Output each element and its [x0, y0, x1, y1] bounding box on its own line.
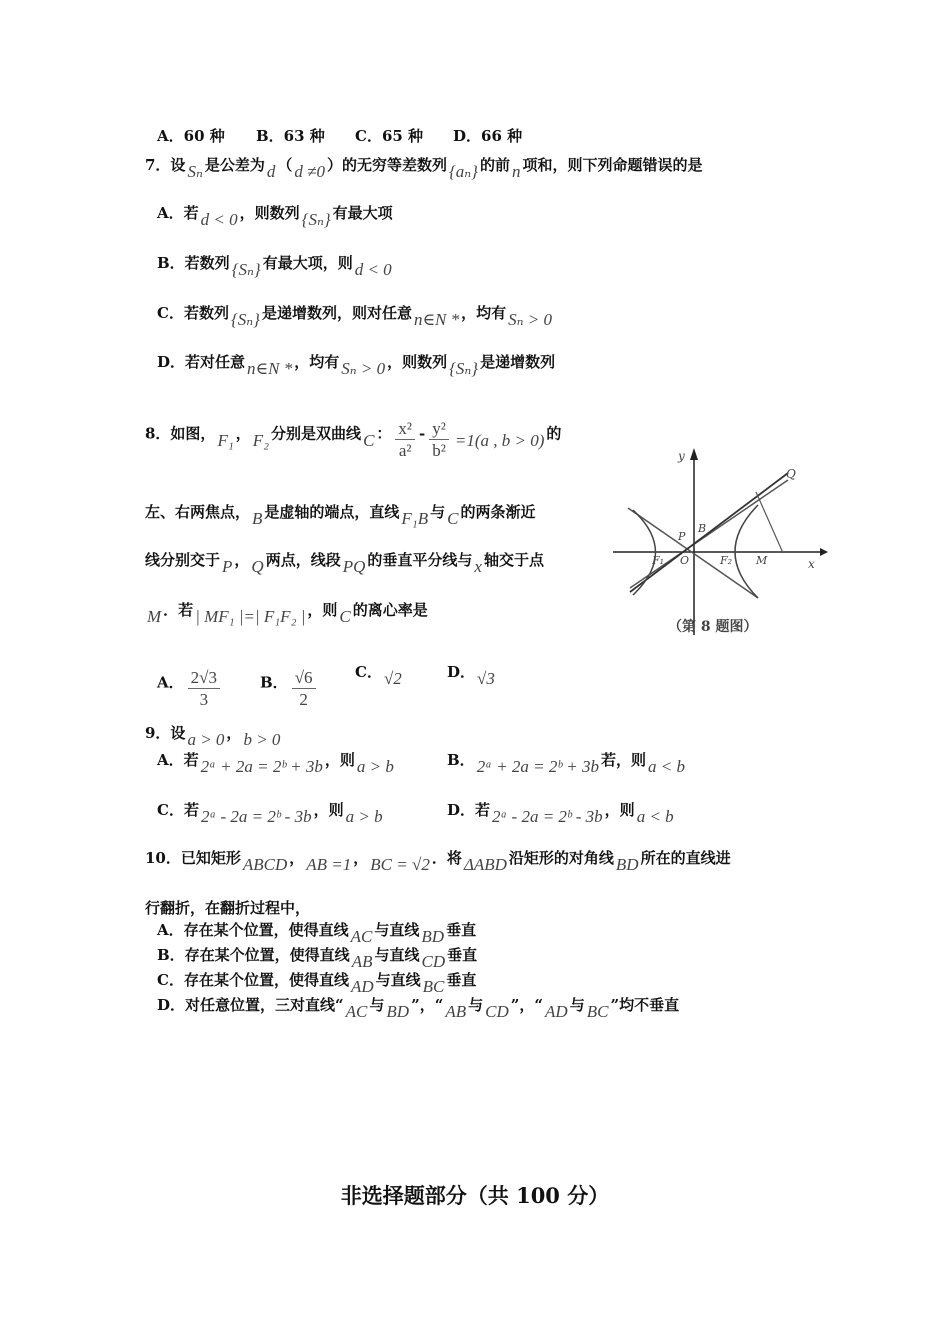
math-expression: a < b — [647, 757, 685, 776]
label-y: y — [678, 449, 685, 463]
text-segment: ）的无穷等差数列 — [326, 156, 447, 174]
text-line — [157, 995, 680, 1021]
label-x: x — [808, 557, 815, 571]
text-line — [256, 126, 325, 146]
text-segment: - — [419, 424, 426, 443]
math-fraction — [188, 668, 220, 711]
text-line — [355, 662, 404, 688]
hyperbola-figure — [608, 440, 828, 640]
text-segment: ， — [234, 551, 250, 569]
text-segment: 是公差为 — [204, 156, 265, 174]
math-fraction — [429, 419, 449, 462]
text-line — [157, 920, 477, 946]
text-segment: 的离心率是 — [352, 601, 428, 619]
text-segment: 两点，线段 — [265, 551, 341, 569]
denominator: 2 — [299, 690, 308, 709]
numerator: √6 — [292, 668, 316, 689]
math-expression: F₁B — [401, 509, 429, 528]
math-expression: √3 — [477, 669, 495, 688]
text-segment: 的前 — [479, 156, 510, 174]
math-expression: CD — [421, 952, 446, 971]
text-segment: 10．已知矩形 — [145, 849, 241, 867]
math-expression: a > 0 — [187, 730, 225, 749]
text-segment: （ — [277, 156, 293, 174]
math-expression: d < 0 — [200, 210, 238, 229]
label-B: B — [698, 522, 707, 535]
text-segment: C．若数列 — [157, 304, 229, 322]
text-line — [447, 662, 497, 688]
text-line — [157, 662, 224, 709]
text-segment: ．若 — [163, 601, 194, 619]
text-line — [157, 303, 554, 329]
text-segment: D．66 种 — [453, 127, 523, 145]
text-segment: 线分别交于 — [145, 551, 221, 569]
text-line — [145, 550, 544, 576]
math-expression: P — [222, 557, 233, 576]
text-line — [157, 945, 478, 971]
label-P: P — [678, 530, 686, 543]
label-O: O — [680, 554, 690, 567]
math-expression: √2 — [383, 669, 402, 688]
text-line — [355, 126, 423, 146]
text-segment: C．存在某个位置，使得直线 — [157, 971, 349, 989]
math-expression: BD — [386, 1002, 410, 1021]
text-segment: 与直线 — [374, 921, 420, 939]
text-segment: A．若 — [157, 751, 199, 769]
text-segment: 垂直 — [447, 946, 478, 964]
perpendicular-bisector — [756, 492, 783, 553]
text-segment: 与 — [468, 996, 484, 1014]
text-line — [157, 800, 385, 826]
text-segment: ，则 — [604, 801, 635, 819]
text-segment: B． — [447, 751, 475, 769]
text-line — [447, 800, 676, 826]
math-expression: C — [363, 430, 375, 450]
text-segment: ”，“ — [510, 996, 544, 1014]
math-expression: Sₙ > 0 — [341, 359, 386, 378]
text-segment: 与 — [569, 996, 585, 1014]
label-F1: F₁ — [652, 554, 665, 567]
text-segment: ，则 — [307, 601, 338, 619]
text-segment: 与 — [430, 503, 446, 521]
math-expression: n∈N * — [247, 359, 293, 378]
math-expression: C — [447, 509, 459, 528]
math-expression: x — [474, 557, 482, 576]
text-segment: 是虚轴的端点，直线 — [264, 503, 400, 521]
text-line — [157, 352, 556, 378]
text-segment: 项和，则下列命题错误的是 — [522, 156, 703, 174]
math-expression: AD — [545, 1002, 568, 1021]
text-line — [145, 898, 310, 918]
text-segment: C．65 种 — [355, 127, 424, 145]
math-expression: AD — [350, 977, 374, 996]
denominator: b² — [432, 441, 446, 460]
text-segment: ，则数列 — [387, 353, 448, 371]
math-expression: b > 0 — [243, 730, 281, 749]
y-axis-arrow-icon — [690, 448, 698, 460]
text-line — [145, 502, 536, 528]
math-expression: BD — [615, 855, 639, 874]
math-expression: ΔABD — [463, 855, 507, 874]
text-line — [145, 848, 731, 874]
math-expression: Sₙ > 0 — [508, 310, 553, 329]
denominator: 3 — [199, 690, 209, 709]
math-expression: a > b — [356, 757, 394, 776]
text-segment: B．63 种 — [256, 127, 325, 145]
text-segment: A．60 种 — [157, 127, 225, 145]
math-fraction — [292, 668, 316, 711]
text-segment: 左、右两焦点， — [145, 503, 251, 521]
math-expression: C — [339, 607, 351, 626]
text-segment: ，则 — [324, 751, 355, 769]
text-line — [453, 126, 522, 146]
label-Q: Q — [786, 467, 796, 481]
text-segment: ，则数列 — [239, 204, 300, 222]
text-segment: 分别是双曲线 — [271, 424, 362, 443]
text-segment: 所在的直线进 — [640, 849, 731, 867]
text-line — [157, 970, 477, 996]
math-expression: d — [266, 162, 276, 181]
math-expression: AB =1 — [306, 855, 352, 874]
text-segment: 是递增数列 — [480, 353, 556, 371]
math-expression: ABCD — [242, 855, 288, 874]
math-expression: {Sₙ} — [231, 260, 261, 279]
numerator: 2√3 — [188, 668, 220, 689]
text-segment: 的两条渐近 — [460, 503, 536, 521]
math-expression: AC — [345, 1002, 368, 1021]
math-expression: a < b — [636, 807, 674, 826]
math-expression: d ≠0 — [294, 162, 325, 181]
label-F2: F₂ — [720, 554, 733, 567]
math-expression: {Sₙ} — [301, 210, 331, 229]
text-segment: 行翻折，在翻折过程中， — [145, 899, 311, 917]
text-segment: ，则 — [313, 801, 344, 819]
text-line — [157, 126, 225, 146]
math-expression: 2ᵃ - 2a = 2ᵇ - 3b — [200, 807, 312, 826]
text-segment: 的 — [546, 424, 562, 443]
text-segment: C．若 — [157, 801, 199, 819]
text-segment: ”，“ — [411, 996, 444, 1014]
math-expression: B — [252, 509, 263, 528]
numerator: y² — [429, 419, 449, 440]
text-segment: A．存在某个位置，使得直线 — [157, 921, 349, 939]
math-expression: {aₙ} — [448, 162, 478, 181]
text-line — [260, 662, 320, 709]
text-segment: ，均有 — [294, 353, 340, 371]
math-expression: AB — [445, 1002, 467, 1021]
math-expression: BC — [422, 977, 445, 996]
text-segment: ”均不垂直 — [610, 996, 680, 1014]
text-line — [145, 723, 282, 749]
math-expression: Sₙ — [187, 162, 203, 181]
text-segment: 与直线 — [374, 946, 420, 964]
text-segment: D．若对任意 — [157, 353, 246, 371]
denominator: a² — [398, 441, 412, 460]
text-segment: 有最大项，则 — [262, 254, 353, 272]
text-segment: ， — [235, 424, 251, 443]
text-segment: 9．设 — [145, 724, 186, 742]
math-expression: BD — [421, 927, 445, 946]
math-expression: 2ᵃ + 2a = 2ᵇ + 3b — [200, 757, 323, 776]
label-M: M — [756, 554, 768, 567]
text-segment: ，均有 — [461, 304, 507, 322]
math-expression: | MF₁ |=| F₁F₂ | — [195, 607, 306, 626]
asymptote-1 — [628, 508, 758, 598]
text-line — [157, 253, 394, 279]
text-segment: 沿矩形的对角线 — [508, 849, 614, 867]
text-segment: 垂直 — [446, 921, 477, 939]
asymptote-2 — [630, 480, 788, 588]
text-segment: 与直线 — [375, 971, 421, 989]
text-segment: D． — [447, 663, 476, 681]
figure-caption: （第 8 题图） — [668, 619, 758, 635]
math-expression: d < 0 — [354, 260, 392, 279]
math-expression: n∈N * — [413, 310, 460, 329]
numerator: x² — [395, 419, 415, 440]
text-segment: ， — [353, 849, 369, 867]
text-segment: B．若数列 — [157, 254, 230, 272]
math-expression: CD — [485, 1002, 509, 1021]
text-segment: C． — [355, 663, 382, 681]
math-expression: {Sₙ} — [230, 310, 260, 329]
math-expression: =1(a , b > 0) — [454, 430, 545, 450]
text-segment: 的垂直平分线与 — [367, 551, 473, 569]
math-expression: BC — [586, 1002, 609, 1021]
text-segment: 是递增数列，则对任意 — [261, 304, 412, 322]
text-segment: 若，则 — [600, 751, 646, 769]
text-line — [145, 600, 428, 626]
text-line — [145, 155, 703, 181]
text-line — [447, 750, 687, 776]
math-expression: AC — [350, 927, 373, 946]
text-segment: 8．如图， — [145, 424, 216, 443]
text-segment: A． — [157, 673, 184, 692]
math-expression: n — [511, 162, 521, 181]
math-expression: 2ᵃ + 2a = 2ᵇ + 3b — [476, 757, 599, 776]
text-line — [157, 203, 393, 229]
text-segment: B．存在某个位置，使得直线 — [157, 946, 350, 964]
text-segment: ， — [226, 724, 242, 742]
math-expression: M — [147, 607, 162, 626]
text-segment: 与 — [369, 996, 385, 1014]
math-expression: Q — [251, 557, 264, 576]
text-segment: A．若 — [157, 204, 199, 222]
math-expression: BC = √2 — [370, 855, 430, 874]
section-heading: 非选择题部分（共 100 分） — [340, 1183, 610, 1208]
text-segment: 有最大项 — [332, 204, 393, 222]
text-segment: D．对任意位置，三对直线“ — [157, 996, 344, 1014]
text-segment: ： — [376, 424, 392, 443]
math-expression: PQ — [342, 557, 366, 576]
text-segment: B． — [260, 673, 288, 692]
math-fraction — [395, 419, 415, 462]
math-expression: {Sₙ} — [449, 359, 479, 378]
math-expression: 2ᵃ - 2a = 2ᵇ - 3b — [492, 807, 603, 826]
text-segment: ， — [289, 849, 305, 867]
math-expression: a > b — [345, 807, 383, 826]
text-segment: ．将 — [431, 849, 462, 867]
x-axis-arrow-icon — [820, 548, 828, 556]
text-segment: D．若 — [447, 801, 491, 819]
math-expression: F₁ — [217, 430, 234, 450]
text-segment: 轴交于点 — [483, 551, 544, 569]
math-expression: AB — [351, 952, 373, 971]
math-expression: F₂ — [252, 430, 270, 450]
text-segment: 7．设 — [145, 156, 186, 174]
text-line — [157, 750, 396, 776]
text-segment: 垂直 — [446, 971, 477, 989]
line-F1B — [630, 473, 788, 592]
text-line — [145, 413, 562, 460]
